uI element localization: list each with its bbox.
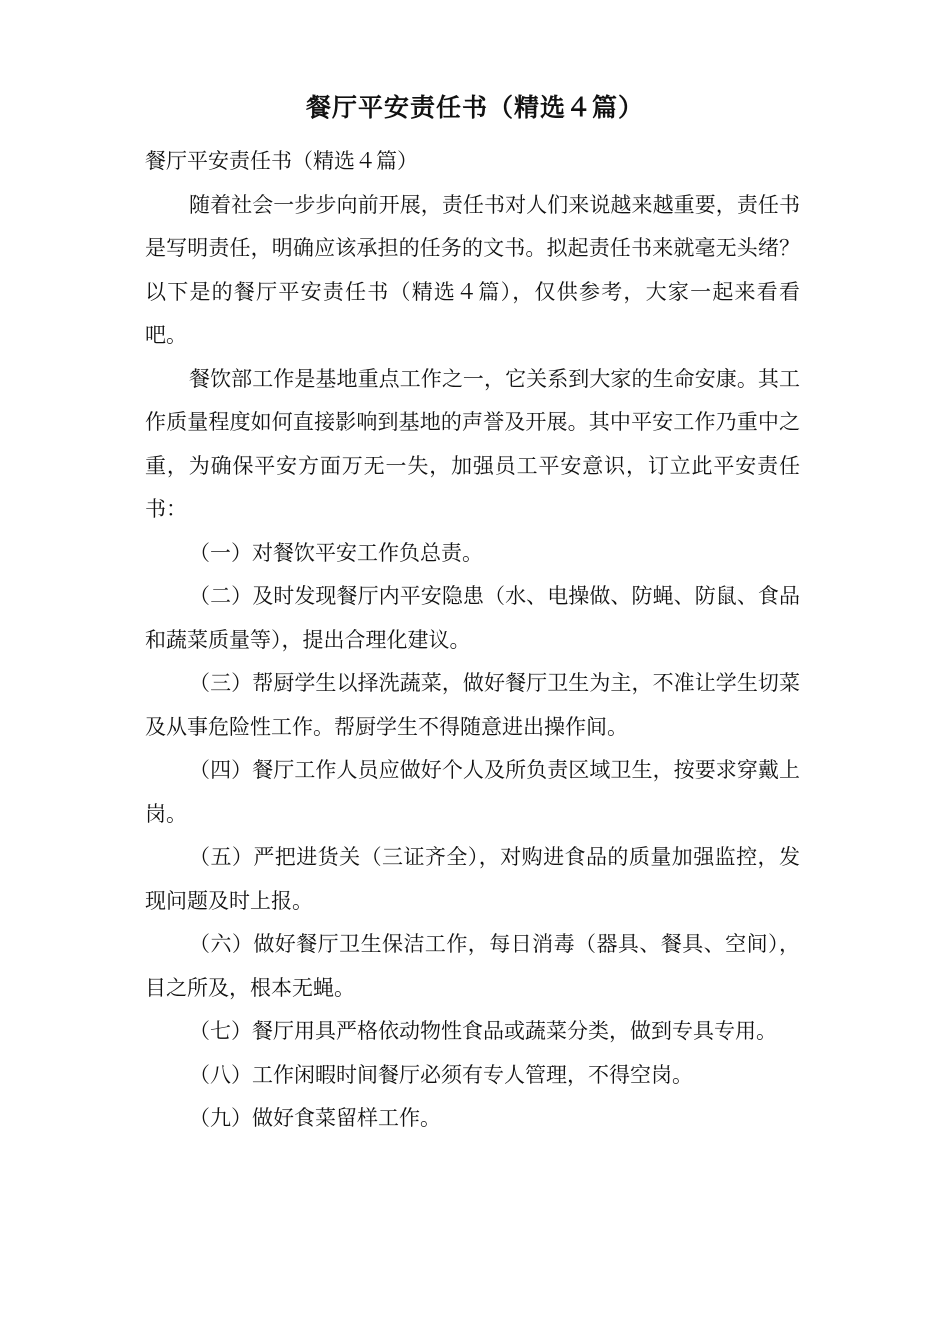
clause-4: （四）餐厅工作人员应做好个人及所负责区域卫生，按要求穿戴上岗。 xyxy=(145,758,800,826)
clause-1: （一）对餐饮平安工作负总责。 xyxy=(189,540,483,565)
clause-5: （五）严把进货关（三证齐全），对购进食品的质量加强监控，发现问题及时上报。 xyxy=(145,845,800,913)
clause-2: （二）及时发现餐厅内平安隐患（水、电操做、防蝇、防鼠、食品和蔬菜质量等），提出合理化建议。 xyxy=(145,584,800,652)
clause-8: （八）工作闲暇时间餐厅必须有专人管理，不得空岗。 xyxy=(189,1062,693,1087)
document-body xyxy=(145,140,800,1141)
clause-9: （九）做好食菜留样工作。 xyxy=(189,1106,441,1130)
document-title: 餐厅平安责任书（精选４篇） xyxy=(305,93,644,122)
clause-7: （七）餐厅用具严格依动物性食品或蔬菜分类，做到专具专用。 xyxy=(189,1019,777,1043)
clause-3: （三）帮厨学生以择洗蔬菜，做好餐厅卫生为主，不准让学生切菜及从事危险性工作。帮厨学生不得随意进出操作间。 xyxy=(145,671,800,739)
paragraph-intro: 随着社会一步步向前开展，责任书对人们来说越来越重要，责任书是写明责任，明确应该承担的任务的文书。拟起责任书来就毫无头绪？以下是的餐厅平安责任书（精选４篇），仅供参考，大家一起来看看吧。 xyxy=(145,192,800,347)
clause-6: （六）做好餐厅卫生保洁工作，每日消毒（器具、餐具、空间），目之所及，根本无蝇。 xyxy=(145,932,800,1000)
document-subtitle: 餐厅平安责任书（精选４篇） xyxy=(145,149,418,173)
paragraph-background: 餐饮部工作是基地重点工作之一，它关系到大家的生命安康。其工作质量程度如何直接影响到基地的声誉及开展。其中平安工作乃重中之重，为确保平安方面万无一失，加强员工平安意识，订立此平安责任书： xyxy=(145,366,800,521)
